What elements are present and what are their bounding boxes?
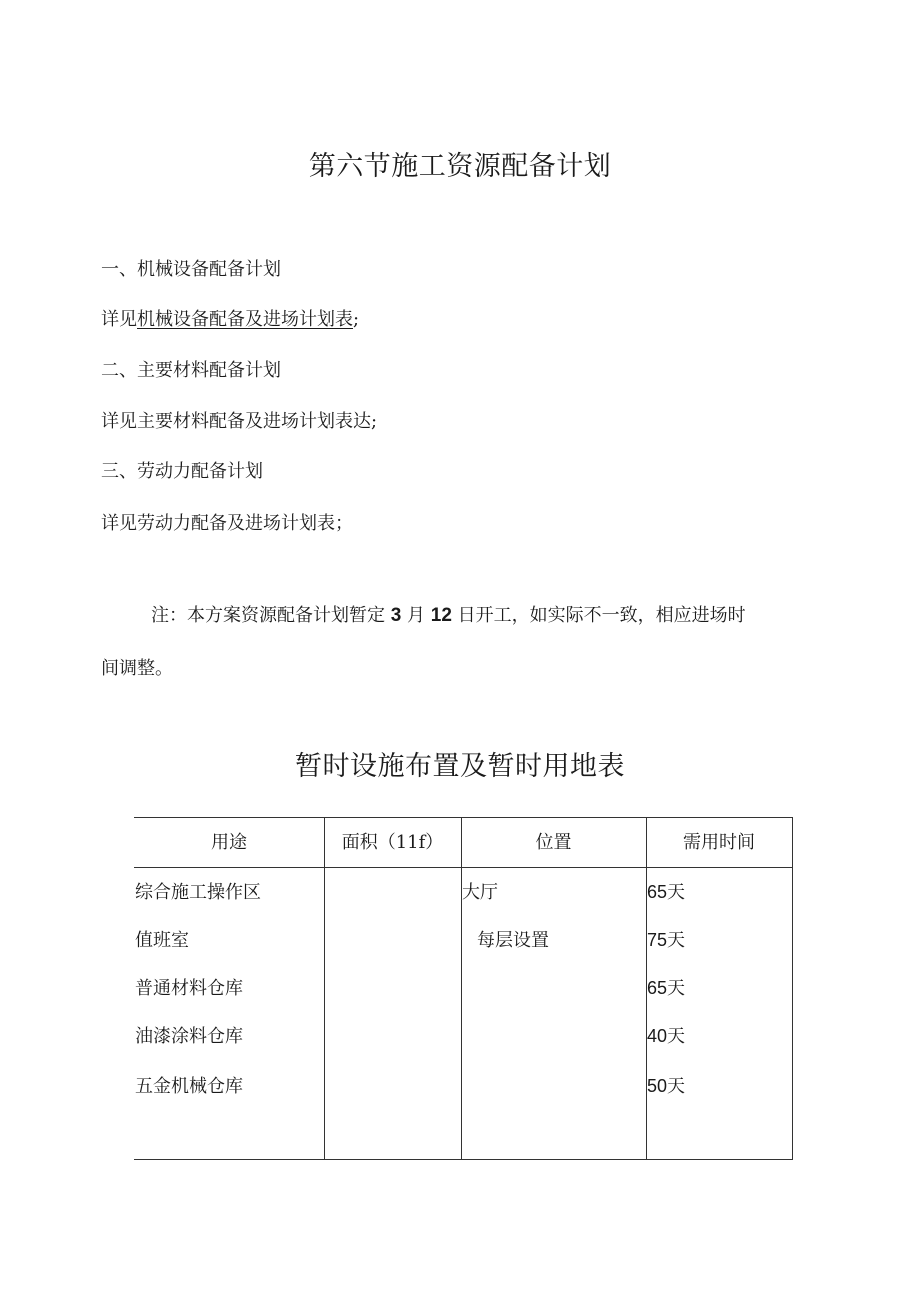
detail-labor: 详见劳动力配备及进场计划表； [101,513,353,534]
header-area: 面积（11f） [341,832,444,853]
header-use: 用途 [211,832,247,853]
row-use: 油漆涂料仓库 [135,1026,243,1047]
header-divider [134,867,793,868]
row-location: 每层设置 [477,930,549,951]
row-use: 值班室 [135,930,189,951]
note-day: 12 [430,605,452,626]
duration-unit: 天 [667,1076,686,1097]
row-duration [647,1022,685,1048]
duration-number: 75 [647,930,668,950]
row-use: 普通材料仓库 [135,978,243,999]
row-duration [647,926,685,952]
duration-unit: 天 [667,882,686,903]
facilities-table [134,817,793,1160]
note-text-1: 注：本方案资源配备计划暂定 [151,605,385,626]
page-title: 第六节施工资源配备计划 [308,151,612,182]
note-line-2: 间调整。 [101,658,173,679]
row-duration [647,878,685,904]
duration-number: 40 [647,1026,668,1046]
header-duration: 需用时间 [683,832,755,853]
duration-unit: 天 [667,978,686,999]
row-use: 五金机械仓库 [135,1076,243,1097]
note-text-3: 日开工，如实际不一致，相应进场时 [457,605,746,626]
duration-number: 65 [647,978,668,998]
detail-suffix: ; [353,309,360,330]
table-title: 暂时设施布置及暂时用地表 [295,751,625,782]
row-use: 综合施工操作区 [135,882,261,903]
row-duration [647,974,685,1000]
detail-prefix: 详见 [101,309,137,330]
column-divider [324,818,325,1159]
header-location: 位置 [535,832,572,853]
note-text-2: 月 [407,605,426,626]
heading-machinery: 一、机械设备配备计划 [101,259,281,280]
duration-number: 65 [647,882,668,902]
heading-labor: 三、劳动力配备计划 [101,461,263,482]
heading-materials: 二、主要材料配备计划 [101,360,281,381]
duration-unit: 天 [667,1026,686,1047]
duration-unit: 天 [667,930,686,951]
machinery-plan-link[interactable]: 机械设备配备及进场计划表 [137,309,353,330]
column-divider [792,818,793,1159]
detail-materials: 详见主要材料配备及进场计划表达; [101,411,378,432]
detail-machinery [101,305,359,331]
note-month: 3 [390,605,402,626]
column-divider [461,818,462,1159]
row-location: 大厅 [462,882,498,903]
row-duration [647,1072,685,1098]
note-line-1 [151,601,746,627]
duration-number: 50 [647,1076,668,1096]
